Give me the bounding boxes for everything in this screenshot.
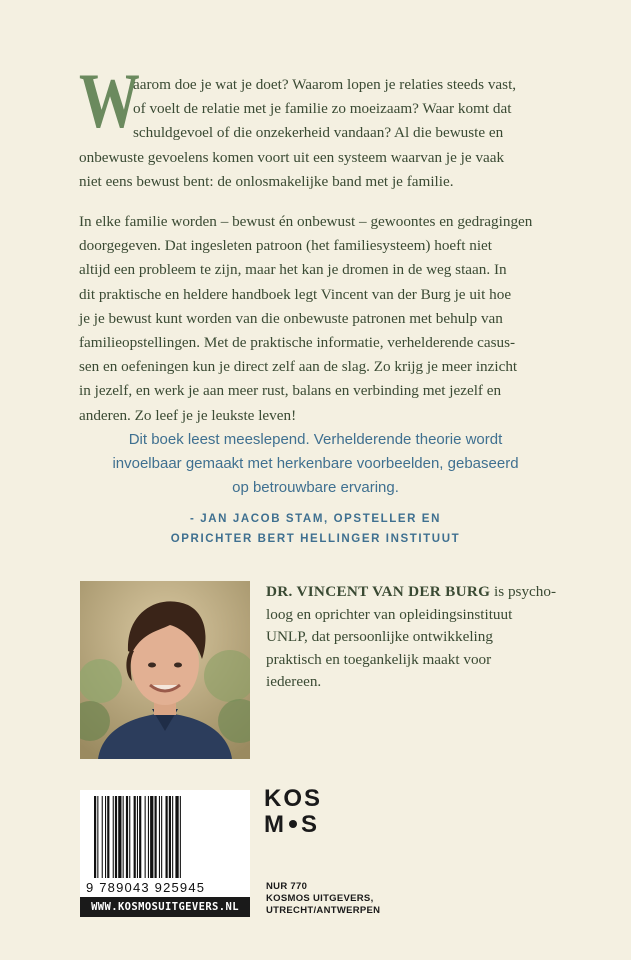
author-photo (80, 581, 250, 759)
intro-line: aarom doe je wat je doet? Waarom lopen je relaties steeds vast, (133, 76, 517, 93)
logo-row-top: KOS (264, 785, 323, 812)
intro-line: schuldgevoel of die onzekerheid vandaan? Al die bewuste en (133, 124, 504, 142)
description-line: doorgegeven. Dat ingesleten patroon (het familiesysteem) hoeft niet (79, 237, 493, 255)
barcode-bar (148, 796, 149, 878)
intro-line: onbewuste gevoelens komen voort uit een systeem waarvan je je vaak (79, 148, 505, 166)
barcode-bar (115, 796, 117, 878)
quote-line: op betrouwbare ervaring. (232, 479, 399, 496)
quote-line: Dit boek leest meeslepend. Verhelderende theorie wordt (128, 431, 503, 448)
intro-line: of voelt de relatie met je familie zo moeizaam? Waar komt dat (133, 100, 512, 118)
barcode-bar (105, 796, 106, 878)
author-bio (266, 581, 556, 694)
quote-line: invoelbaar gemaakt met herkenbare voorbeelden, gebaseerd (112, 455, 519, 472)
author-name: DR. VINCENT VAN DER BURG (266, 583, 491, 600)
author-bio-line: loog en oprichter van opleidingsinstituut (266, 605, 513, 623)
intro-paragraph (79, 73, 557, 194)
barcode-bar (118, 796, 121, 878)
barcode-bar (113, 796, 114, 878)
barcode-bar (134, 796, 136, 878)
isbn-number: 9 789043 925945 (86, 880, 206, 895)
barcode-bar (137, 796, 138, 878)
barcode-bar (145, 796, 146, 878)
logo-letter: S (301, 811, 320, 838)
attribution-line: - JAN JACOB STAM, OPSTELLER EN (190, 513, 441, 525)
barcode-bar (172, 796, 173, 878)
drop-cap-letter: W (79, 57, 139, 144)
author-portrait-illustration (80, 581, 250, 759)
barcode-bar (123, 796, 124, 878)
imprint-info (266, 881, 466, 917)
barcode-bar (159, 796, 160, 878)
description-line: sen en oefeningen kun je direct zelf aan de slag. Zo krijg je meer inzicht (79, 358, 518, 376)
barcode-bar (126, 796, 128, 878)
kosmos-logo (264, 786, 334, 838)
description-line: anderen. Zo leef je je leukste leven! (79, 406, 297, 424)
imprint-line: UTRECHT/ANTWERPEN (266, 905, 381, 916)
barcode-bars (94, 796, 238, 878)
description-line: In elke familie worden – bewust én onbewust – gewoontes en gedragingen (79, 213, 533, 230)
barcode-bar (180, 796, 181, 878)
review-quote (60, 428, 571, 500)
barcode-bar (102, 796, 103, 878)
barcode-bar (107, 796, 109, 878)
logo-letter: M (264, 811, 286, 838)
barcode-bar (175, 796, 178, 878)
publisher-website: WWW.KOSMOSUITGEVERS.NL (80, 897, 250, 917)
barcode-bar (169, 796, 171, 878)
barcode-bar (161, 796, 162, 878)
author-bio-line: iedereen. (266, 673, 322, 691)
author-bio-first: is psycho- (490, 583, 557, 600)
imprint-line: KOSMOS UITGEVERS, (266, 893, 374, 904)
barcode-bar (150, 796, 153, 878)
barcode-bar (129, 796, 130, 878)
attribution-line: OPRICHTER BERT HELLINGER INSTITUUT (170, 533, 461, 545)
author-bio-line: praktisch en toegankelijk maakt voor (266, 650, 492, 668)
quote-attribution (60, 509, 571, 549)
logo-dot-icon (289, 820, 297, 828)
barcode-bar (139, 796, 141, 878)
barcode-bar (166, 796, 168, 878)
description-line: dit praktische en heldere handboek legt Vincent van der Burg je uit hoe (79, 285, 512, 303)
barcode-bar (97, 796, 98, 878)
barcode-bar (94, 796, 96, 878)
description-paragraph (79, 210, 559, 428)
author-bio-line: UNLP, dat persoonlijke ontwikkeling (266, 628, 493, 646)
description-line: in jezelf, en werk je aan meer rust, balans en verbinding met jezelf en (79, 382, 502, 400)
barcode-bar (155, 796, 157, 878)
description-line: altijd een probleem te zijn, maar het kan je dromen in de weg staan. In (79, 261, 507, 279)
intro-line: niet eens bewust bent: de onlosmakelijke band met je familie. (79, 172, 454, 190)
isbn-barcode (80, 790, 250, 897)
imprint-line: NUR 770 (266, 881, 308, 892)
description-line: familieopstellingen. Met de praktische informatie, verhelderende casus- (79, 334, 516, 352)
description-line: je je bewust kunt worden van die onbewuste patronen met behulp van (79, 309, 503, 327)
